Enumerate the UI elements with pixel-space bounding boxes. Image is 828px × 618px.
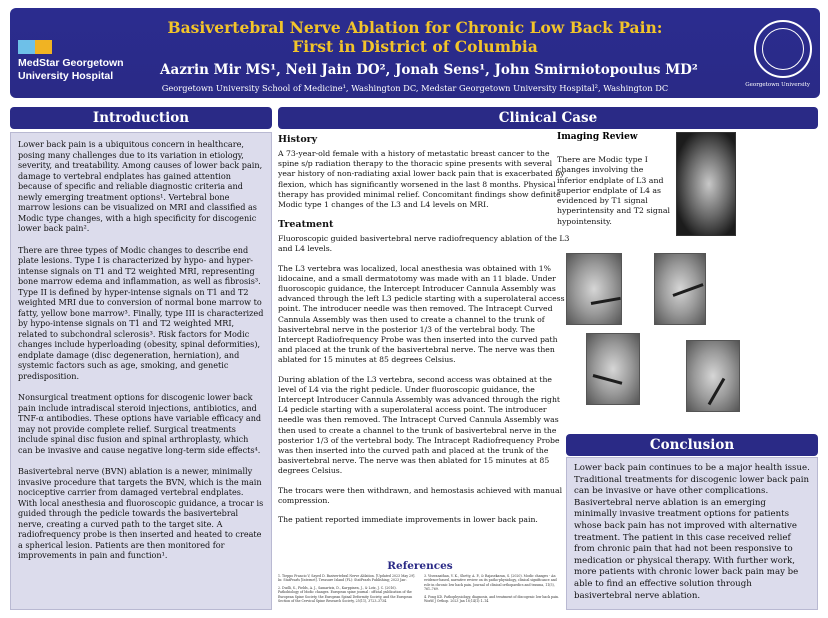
treatment-paragraph: The patient reported immediate improvements in lower back pain. [278,515,538,525]
intro-paragraph: Basivertebral nerve (BVN) ablation is a newer, minimally invasive procedure that targets the BVN, which is the main nociceptive carrier from damaged vertebral endplates. With local anesthesia and fluoroscopic guidance, a trocar is guided through the pedicle towards the basivertebral nerve, creating a curved path to the target site. A radiofrequency probe is then inserted and heated to create a spherical lesion. Patients are then monitored for improvements in pain and function¹. [18,466,264,560]
treatment-paragraph: Fluoroscopic guided basivertebral nerve radiofrequency ablation of the L3 and L4 levels. [278,234,570,254]
treatment-paragraph: The L3 vertebra was localized, local anesthesia was obtained with 1% lidocaine, and a small dermatotomy was made with an 11 blade. Under fluoroscopic guidance, the Intercept Introducer Cannula Assembly was advanced through the left L3 pedicle starting with a superolateral access point. The introducer needle was then removed. The Intracept Curved Cannula Assembly was then used to create a channel to the trunk of basivertebral nerve in the posterior 1/3 of the vertebral body. The Intercept Radiofrequency Probe was then inserted into the curved path and placed at the trunk of the basivertebral nerve. The nerve was then ablated for 15 minutes at 85 degrees Celsius. [278,263,565,365]
conclusion-text: Lower back pain continues to be a major health issue. Traditional treatments for discogenic lower back pain can be invasive or have other complications. Basivertebral nerve ablation is an emerging minimally invasive treatment options for patients whose back pain has not improved with alternative treatment. The patient in this case received relief from chronic pain that had not been responsive to medication or physical therapy. With further work, more patients with chronic lower back pain may be able to find an effective solution through basivertebral nerve ablation. [574,463,810,601]
intro-paragraph: There are three types of Modic changes to describe end plate lesions. Type I is characterized by hypo- and hyper-intense signals on T1 and T2 weighted MRI, representing bone marrow edema and inflammation, as well as fibrosis³. Type II is defined by hyper-intense signals on T1 and T2 weighted MRI due to conversion of normal bone marrow to fatty, yellow bone marrow³. Finally, type III is characterized by hypo-intense signals on T1 and T2 weighted MRI, related to subchondral sclerosis³. Risk factors for Modic changes include hyperloading (obesity, spinal deformities), endplate damage (disc degeneration, herniation), and systemic factors such as age, smoking, and genetic predisposition. [18,244,264,381]
medstar-logo [18,40,158,88]
poster-title [160,18,670,56]
introduction-heading: Introduction [10,107,272,129]
fluoroscopy-image-2 [654,253,706,325]
logo-line2: University Hospital [18,70,114,82]
title-line2: First in District of Columbia [292,37,538,56]
conclusion-box [566,457,818,610]
intro-paragraph: Nonsurgical treatment options for discogenic lower back pain include intradiscal steroid injections, antibiotics, and TNF-α antibodies. These options have variable efficacy and may not provide complete relief. Surgical treatments include spinal disc fusion and spinal arthroplasty, which can be invasive and cause negative long-term side effects⁴. [18,392,262,455]
reference-item: 2. Dudli, S., Fields, A. J., Samartzis, D., Karppinen, J., & Lotz, J. C. (2016). Pathobiology of Modic changes. European spine journal : official publication of the European Spine Society, the European Spinal Deformity Society, and the European Section of the Cervical Spine Research Society, 25(11), 3723–3734. [278,585,413,604]
authors: Aazrin Mir MS¹, Neil Jain DO², Jonah Sens¹, John Smirniotopoulus MD² [160,62,698,78]
reference-item: 4. Fong KD. Pathophysiology, diagnosis, and treatment of discogenic low back pain. World J Orthop. 2023 Jan 18;14(1):1–14. [424,594,560,604]
treatment-heading: Treatment [278,219,334,231]
medstar-logo-mark-icon [18,40,52,54]
history-text: A 73-year-old female with a history of metastatic breast cancer to the spine s/p radiation therapy to the thoracic spine presents with several year history of non-radiating axial lower back pain that is exacerbated by flexion, which has significantly worsened in the last 8 months. Physical therapy has provided minimal relief. Concomitant findings show definite Modic type 1 changes of the L3 and L4 levels on MRI. [278,149,565,210]
history-heading: History [278,134,318,145]
seal-caption: Georgetown University [745,82,810,88]
georgetown-seal-icon [754,20,812,78]
reference-item: 3. Viswanathan, V. K., Shetty, A. P., & Rajasekaran, S. (2020). Modic changes - An evidence-based, narrative review on its patho-physiology, clinical significance and role in chronic low back pain. Journal of clinical orthopaedics and trauma, 11(5), 761–769. [424,574,557,592]
title-line1: Basivertebral Nerve Ablation for Chronic Low Back Pain: [167,18,663,37]
conclusion-heading: Conclusion [566,434,818,456]
fluoroscopy-image-3 [586,333,640,405]
imaging-review-text: There are Modic type I changes involving the inferior endplate of L3 and superior endplate of L4 as evidenced by T1 signal hyperintensity and T2 signal hypointensity. [557,155,670,226]
clinical-case-text [278,128,570,610]
reference-item: 1. Tieppo Francio V, Sayed D. Basivertebral Nerve Ablation. [Updated 2023 May 29]. In: StatPearls [Internet]. Treasure Island (FL): StatPearls Publishing; 2023 Jan-. [278,574,416,583]
references [278,560,562,606]
affiliations: Georgetown University School of Medicine¹, Washington DC, Medstar Georgetown University Hospital², Washington DC [161,83,669,93]
treatment-paragraph: During ablation of the L3 vertebra, second access was obtained at the level of L4 via the right pedicle. Under fluoroscopic guidance, the Intercept Introducer Cannula Assembly was advanced through the right L4 pedicle starting with a superolateral access point. The introducer needle was then removed. The Intracept Curved Cannula Assembly was then used to create a channel to the trunk of basivertebral nerve in the posterior 1/3 of the vertebral body. The Intracept Radiofrequency Probe was then inserted into the curved path and placed at the trunk of the basivertebral nerve. The nerve was then ablated for 15 minutes at 85 degrees Celsius. [278,374,560,476]
poster-header [10,8,820,98]
references-heading: References [387,560,453,572]
logo-line1: MedStar Georgetown [18,57,124,69]
treatment-paragraph: The trocars were then withdrawn, and hemostasis achieved with manual compression. [278,485,563,505]
mri-spine-image [676,132,736,236]
imaging-review-heading: Imaging Review [557,132,638,142]
intro-paragraph: Lower back pain is a ubiquitous concern in healthcare, posing many challenges due to its variation in etiology, severity, and treatability. Among causes of lower back pain, damage to vertebral endplates has gained attention because of specific and reliable diagnostic criteria and newly emerging treatment options¹. Vertebral bone marrow lesions can be visualized on MRI and classified as Modic type changes, with a high specificity for discogenic lower back pain². [18,139,263,233]
fluoroscopy-image-4 [686,340,740,412]
fluoroscopy-image-1 [566,253,622,325]
clinical-case-heading: Clinical Case [278,107,818,129]
introduction-box [10,132,272,610]
